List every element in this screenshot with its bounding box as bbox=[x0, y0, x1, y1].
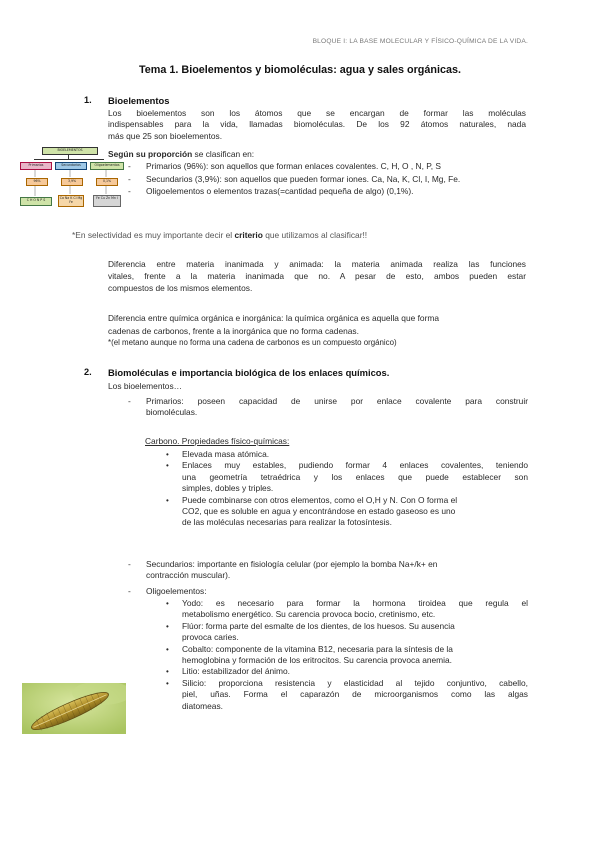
para-line: metabolismo energético. Su carencia provoca bocio, cretinismo, etc. bbox=[182, 609, 436, 620]
list-item bbox=[166, 495, 528, 529]
bullet-marker: • bbox=[166, 644, 169, 654]
para-line: *(el metano aunque no forma una cadena de carbonos es un compuesto orgánico) bbox=[108, 338, 397, 347]
diagram-pct-primarios: 96% bbox=[26, 178, 48, 186]
diagram-arrows bbox=[18, 147, 130, 211]
secundarios-item bbox=[128, 559, 528, 582]
carbono-list bbox=[166, 449, 528, 529]
para-line: una geometría tetraédrica y los enlaces que puede establecer son bbox=[182, 471, 528, 482]
oligo-heading-item bbox=[128, 586, 207, 597]
list-item bbox=[166, 449, 528, 460]
para-line: indispensables para la vida, llamadas biomoléculas. De los 92 átomos naturales, nada bbox=[108, 119, 526, 130]
bullet-marker: • bbox=[166, 495, 169, 505]
bullet-marker: • bbox=[166, 667, 169, 677]
bullet-marker: • bbox=[166, 621, 169, 631]
para-line: Enlaces muy estables, pudiendo formar 4 enlaces covalentes, teniendo bbox=[182, 460, 528, 471]
section-1-title: Bioelementos bbox=[108, 95, 170, 106]
diagram-primarios-box: Primarios bbox=[20, 162, 52, 170]
para-line: Los bioelementos son los átomos que se encargan de formar las moléculas bbox=[108, 108, 526, 118]
list-item bbox=[128, 174, 548, 187]
diatom-photo bbox=[22, 683, 126, 734]
bullet-marker: • bbox=[166, 450, 169, 459]
list-item bbox=[128, 559, 528, 582]
proportion-list bbox=[128, 161, 548, 199]
quimica-paragraph bbox=[108, 312, 528, 350]
diagram-top-box: BIOELEMENTOS bbox=[42, 147, 98, 155]
para-line: Litio: estabilizador del ánimo. bbox=[182, 666, 291, 677]
para-line: Primarios: poseen capacidad de unirse por enlace covalente para construir bbox=[146, 396, 528, 406]
primarios-item bbox=[128, 396, 528, 419]
diagram-oligoelementos-box: Oligoelementos bbox=[90, 162, 124, 170]
list-item bbox=[166, 644, 528, 667]
para-line: CO2, que es soluble en agua y encontrándose en estado gaseoso es uno bbox=[182, 506, 456, 517]
note-bold: criterio bbox=[234, 230, 263, 240]
para-line: Secundarios: importante en fisiología celular (por ejemplo la bomba Na+/k+ en bbox=[146, 559, 438, 569]
list-item bbox=[128, 161, 548, 174]
dash-marker: - bbox=[128, 186, 131, 196]
carbono-heading: Carbono. Propiedades físico-químicas: bbox=[145, 436, 290, 446]
para-line: de las moléculas necesarias para realizar la fotosíntesis. bbox=[182, 517, 392, 528]
para-line: biomoléculas. bbox=[146, 407, 198, 418]
oligo-heading: Oligoelementos: bbox=[146, 586, 207, 596]
selectividad-note bbox=[72, 230, 367, 240]
para-line: Elevada masa atómica. bbox=[182, 449, 270, 459]
list-item bbox=[166, 598, 528, 621]
para-line: Silicio: proporciona resistencia y elasticidad al tejido conjuntivo, cabello, bbox=[182, 677, 528, 688]
diagram-pct-secundarios: 3,9% bbox=[61, 178, 83, 186]
bullet-marker: • bbox=[166, 461, 169, 471]
para-line: diatomeas. bbox=[182, 700, 223, 711]
diagram-pct-oligo: 0,1% bbox=[96, 178, 118, 186]
bullet-marker: • bbox=[166, 599, 169, 608]
list-item bbox=[166, 460, 528, 494]
list-item bbox=[166, 666, 528, 677]
diagram-secundarios-box: Secundarios bbox=[55, 162, 87, 170]
list-item bbox=[166, 621, 528, 644]
dash-marker: - bbox=[128, 559, 131, 569]
oligo-list bbox=[166, 598, 528, 712]
diagram-elements-primarios: C H O N P S bbox=[20, 197, 52, 206]
para-line: más que 25 son bioelementos. bbox=[108, 130, 223, 141]
para-line: simples, dobles y triples. bbox=[182, 483, 274, 494]
bullet-marker: • bbox=[166, 678, 169, 688]
list-item-text: Primarios (96%): son aquellos que forman enlaces covalentes. C, H, O , N, P, S bbox=[146, 161, 441, 171]
dash-marker: - bbox=[128, 586, 131, 596]
note-post: que utilizamos al clasificar!! bbox=[262, 230, 368, 240]
diagram-elements-secundarios: Ca Na K Cl Mg Fe bbox=[58, 195, 84, 207]
running-header: BLOQUE I: LA BASE MOLECULAR Y FÍSICO-QUÍMICA DE LA VIDA. bbox=[312, 38, 528, 45]
section-2-number: 2. bbox=[84, 367, 92, 377]
list-item bbox=[128, 586, 207, 597]
dash-marker: - bbox=[128, 173, 131, 184]
para-line: Puede combinarse con otros elementos, como el O,H y N. Con O forma el bbox=[182, 494, 458, 505]
dash-marker: - bbox=[128, 396, 131, 406]
materia-paragraph bbox=[108, 258, 526, 294]
note-pre: *En selectividad es muy importante decir el bbox=[72, 230, 235, 240]
list-item-text: Secundarios (3,9%): son aquellos que pueden formar iones. Ca, Na, K, Cl, I, Mg, Fe. bbox=[146, 173, 461, 184]
diatom-illustration bbox=[22, 683, 126, 734]
list-item bbox=[166, 678, 528, 712]
list-item bbox=[128, 186, 548, 199]
section-1-number: 1. bbox=[84, 95, 92, 105]
para-line: Flúor: forma parte del esmalte de los dientes, de los huesos. Su ausencia bbox=[182, 620, 455, 631]
list-item bbox=[128, 396, 528, 419]
bioelements-diagram bbox=[18, 147, 130, 211]
proportion-rest: se clasifican en: bbox=[192, 149, 255, 159]
para-line: cadenas de carbonos, frente a la inorgánica que no forma cadenas. bbox=[108, 325, 359, 336]
para-line: Cobalto: componente de la vitamina B12, necesaria para la síntesis de la bbox=[182, 643, 453, 654]
para-line: provoca caries. bbox=[182, 632, 239, 643]
dash-marker: - bbox=[128, 161, 131, 171]
para-line: piel, uñas. Forma el caparazón de microorganismos como las algas bbox=[182, 689, 528, 700]
para-line: Diferencia entre materia inanimada y animada: la materia animada realiza las funciones bbox=[108, 259, 526, 269]
diagram-elements-oligo: Fe Cu Zn Mn I bbox=[93, 195, 121, 207]
list-item-text: Oligoelementos o elementos trazas(=cantidad pequeña de algo) (0,1%). bbox=[146, 186, 414, 196]
para-line: hemoglobina y formación de los eritrocitos. Su carencia provoca anemia. bbox=[182, 655, 452, 666]
section-1-paragraph bbox=[108, 108, 526, 142]
section-2-title: Biomoléculas e importancia biológica de los enlaces químicos. bbox=[108, 367, 390, 378]
para-line: compuestos de los mismos elementos. bbox=[108, 283, 253, 293]
page-title: Tema 1. Bioelementos y biomoléculas: agua y sales orgánicas. bbox=[138, 64, 462, 76]
para-line: vitales, frente a la materia inanimada que no. A pesar de esto, ambos pueden estar bbox=[108, 271, 526, 281]
section-2-intro: Los bioelementos… bbox=[108, 381, 183, 391]
para-line: Diferencia entre química orgánica e inorgánica: la química orgánica es aquella que forma bbox=[108, 313, 440, 323]
proportion-bold: Según su proporción bbox=[108, 149, 193, 159]
para-line: contracción muscular). bbox=[146, 570, 231, 581]
para-line: Yodo: es necesario para formar la hormona tiroidea que regula el bbox=[182, 598, 528, 608]
